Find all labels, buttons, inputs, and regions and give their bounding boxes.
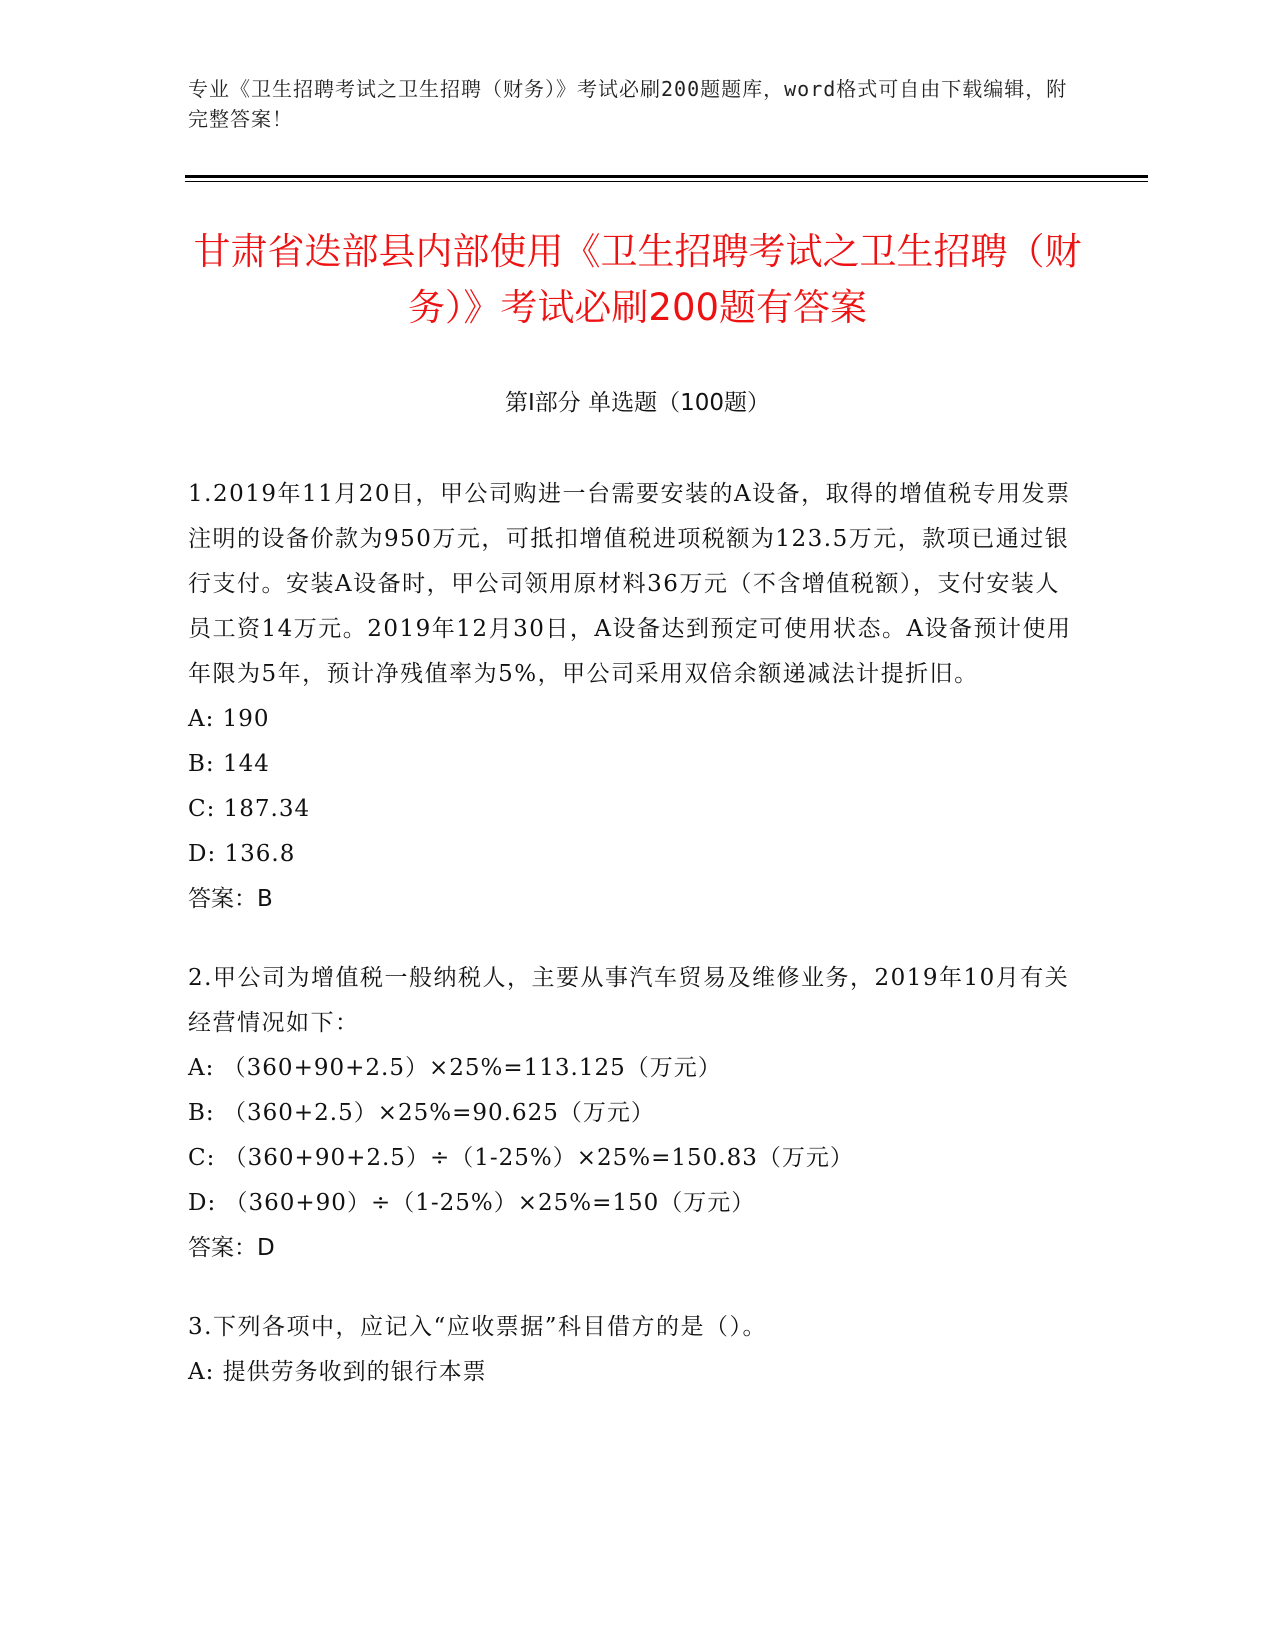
answer-line: 答案：D — [188, 1235, 275, 1261]
question-list — [188, 472, 1078, 1429]
question-stem: 2.甲公司为增值税一般纳税人，主要从事汽车贸易及维修业务，2019年10月有关经营情况如下： — [188, 965, 1070, 1036]
question-1 — [188, 472, 1078, 922]
section-title: 第Ⅰ部分 单选题（100题） — [505, 390, 770, 416]
option-a: A: （360+90+2.5）×25%=113.125（万元） — [188, 1055, 722, 1081]
option-a: A: 190 — [188, 706, 270, 732]
header-note: 专业《卫生招聘考试之卫生招聘（财务）》考试必刷200题题库，word格式可自由下载编辑，附完整答案！ — [188, 77, 1068, 131]
option-d: D: （360+90）÷（1-25%）×25%=150（万元） — [188, 1190, 756, 1216]
question-stem: 3.下列各项中，应记入“应收票据”科目借方的是（）。 — [188, 1314, 767, 1340]
header-rule-thin — [185, 181, 1148, 182]
question-stem: 1.2019年11月20日，甲公司购进一台需要安装的A设备，取得的增值税专用发票注明的设备价款为950万元，可抵扣增值税进项税额为123.5万元，款项已通过银行支付。安装A设备时，甲公司领用原材料36万元（不含增值税额），支付安装人员工资14万元。2019年12月30日，A设备达到预定可使用状态。A设备预计使用年限为5年，预计净残值率为5%，甲公司采用双倍余额递减法计提折旧。 — [188, 481, 1072, 687]
option-b: B: 144 — [188, 751, 270, 777]
option-c: C: （360+90+2.5）÷（1-25%）×25%=150.83（万元） — [188, 1145, 854, 1171]
document-title: 甘肃省迭部县内部使用《卫生招聘考试之卫生招聘（财务）》考试必刷200题有答案 — [193, 230, 1082, 329]
option-c: C: 187.34 — [188, 796, 311, 822]
option-b: B: （360+2.5）×25%=90.625（万元） — [188, 1100, 655, 1126]
option-d: D: 136.8 — [188, 841, 296, 867]
header-rule-thick — [185, 175, 1148, 178]
question-2 — [188, 956, 1078, 1271]
answer-line: 答案：B — [188, 886, 273, 912]
question-3 — [188, 1305, 1078, 1395]
option-a: A: 提供劳务收到的银行本票 — [188, 1359, 487, 1385]
